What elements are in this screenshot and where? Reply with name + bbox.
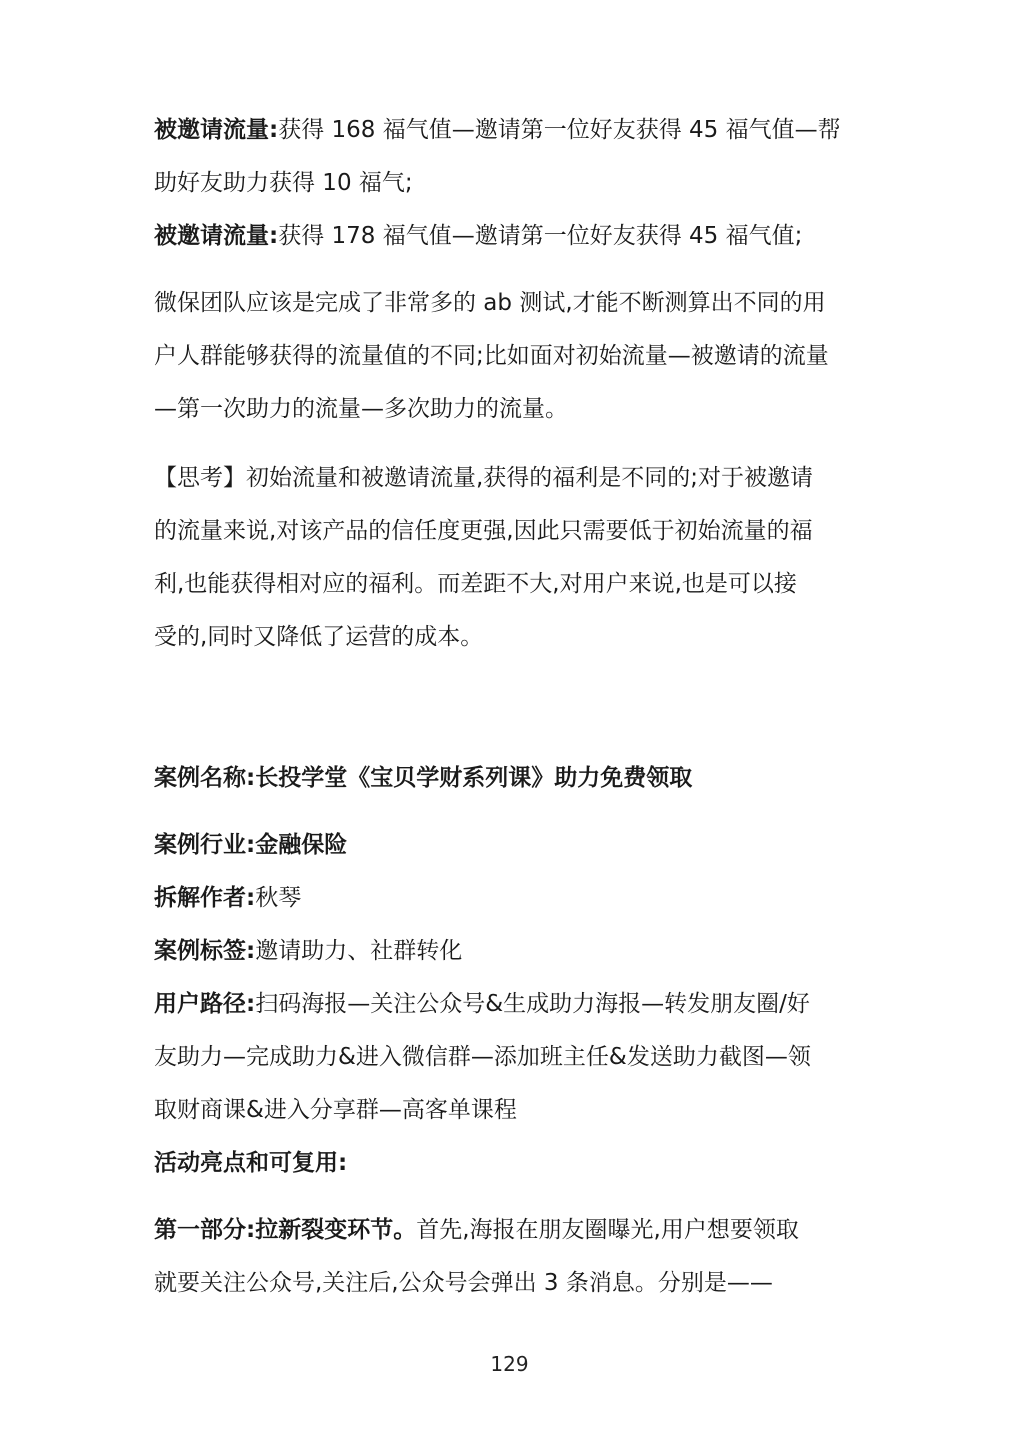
- paragraph-invited-traffic-1-line-1: [154, 104, 869, 157]
- paragraph-thinking-line-4: 受的,同时又降低了运营的成本。: [154, 624, 484, 650]
- case-part1-line-1: [154, 1204, 869, 1257]
- case-part1-label: 第一部分:拉新裂变环节。: [154, 1217, 417, 1243]
- case-tags-label: 案例标签:: [154, 938, 256, 964]
- case-tags: [154, 925, 869, 978]
- invited-traffic-label-2: 被邀请流量:: [154, 223, 279, 249]
- paragraph-ab-test-line-1: 微保团队应该是完成了非常多的 ab 测试,才能不断测算出不同的用: [154, 290, 826, 316]
- case-part1-text-1: 首先,海报在朋友圈曝光,用户想要领取: [416, 1217, 799, 1243]
- case-tags-value: 邀请助力、社群转化: [255, 938, 463, 964]
- invited-traffic-label: 被邀请流量:: [154, 117, 279, 143]
- paragraph-thinking-line-2: 的流量来说,对该产品的信任度更强,因此只需要低于初始流量的福: [154, 518, 813, 544]
- invited-traffic-text: 获得 168 福气值—邀请第一位好友获得 45 福气值—帮: [278, 117, 841, 143]
- case-name: 案例名称:长投学堂《宝贝学财系列课》助力免费领取: [154, 765, 693, 791]
- case-author-label: 拆解作者:: [154, 885, 256, 911]
- paragraph-invited-traffic-2: [154, 210, 869, 263]
- paragraph-thinking-line-3: 利,也能获得相对应的福利。而差距不大,对用户来说,也是可以接: [154, 571, 797, 597]
- paragraph-thinking-line-1: 【思考】初始流量和被邀请流量,获得的福利是不同的;对于被邀请: [154, 465, 814, 491]
- case-path-label: 用户路径:: [154, 991, 256, 1017]
- case-path-line-2: 友助力—完成助力&进入微信群—添加班主任&发送助力截图—领: [154, 1044, 811, 1070]
- paragraph-invited-traffic-1-line-2: 助好友助力获得 10 福气;: [154, 170, 413, 196]
- invited-traffic-text-2: 获得 178 福气值—邀请第一位好友获得 45 福气值;: [278, 223, 803, 249]
- case-path-line-3: 取财商课&进入分享群—高客单课程: [154, 1097, 517, 1123]
- case-path-line-1: [154, 978, 869, 1031]
- case-part1-line-2: 就要关注公众号,关注后,公众号会弹出 3 条消息。分别是——: [154, 1270, 773, 1296]
- paragraph-ab-test-line-2: 户人群能够获得的流量值的不同;比如面对初始流量—被邀请的流量: [154, 343, 829, 369]
- paragraph-ab-test-line-3: —第一次助力的流量—多次助力的流量。: [154, 396, 568, 422]
- case-author-value: 秋琴: [255, 885, 302, 911]
- page-content: [154, 104, 869, 1310]
- case-highlights-heading: 活动亮点和可复用:: [154, 1150, 348, 1176]
- page-number: 129: [490, 1352, 529, 1376]
- case-industry: 案例行业:金融保险: [154, 832, 348, 858]
- case-author: [154, 872, 869, 925]
- case-path-text-1: 扫码海报—关注公众号&生成助力海报—转发朋友圈/好: [255, 991, 810, 1017]
